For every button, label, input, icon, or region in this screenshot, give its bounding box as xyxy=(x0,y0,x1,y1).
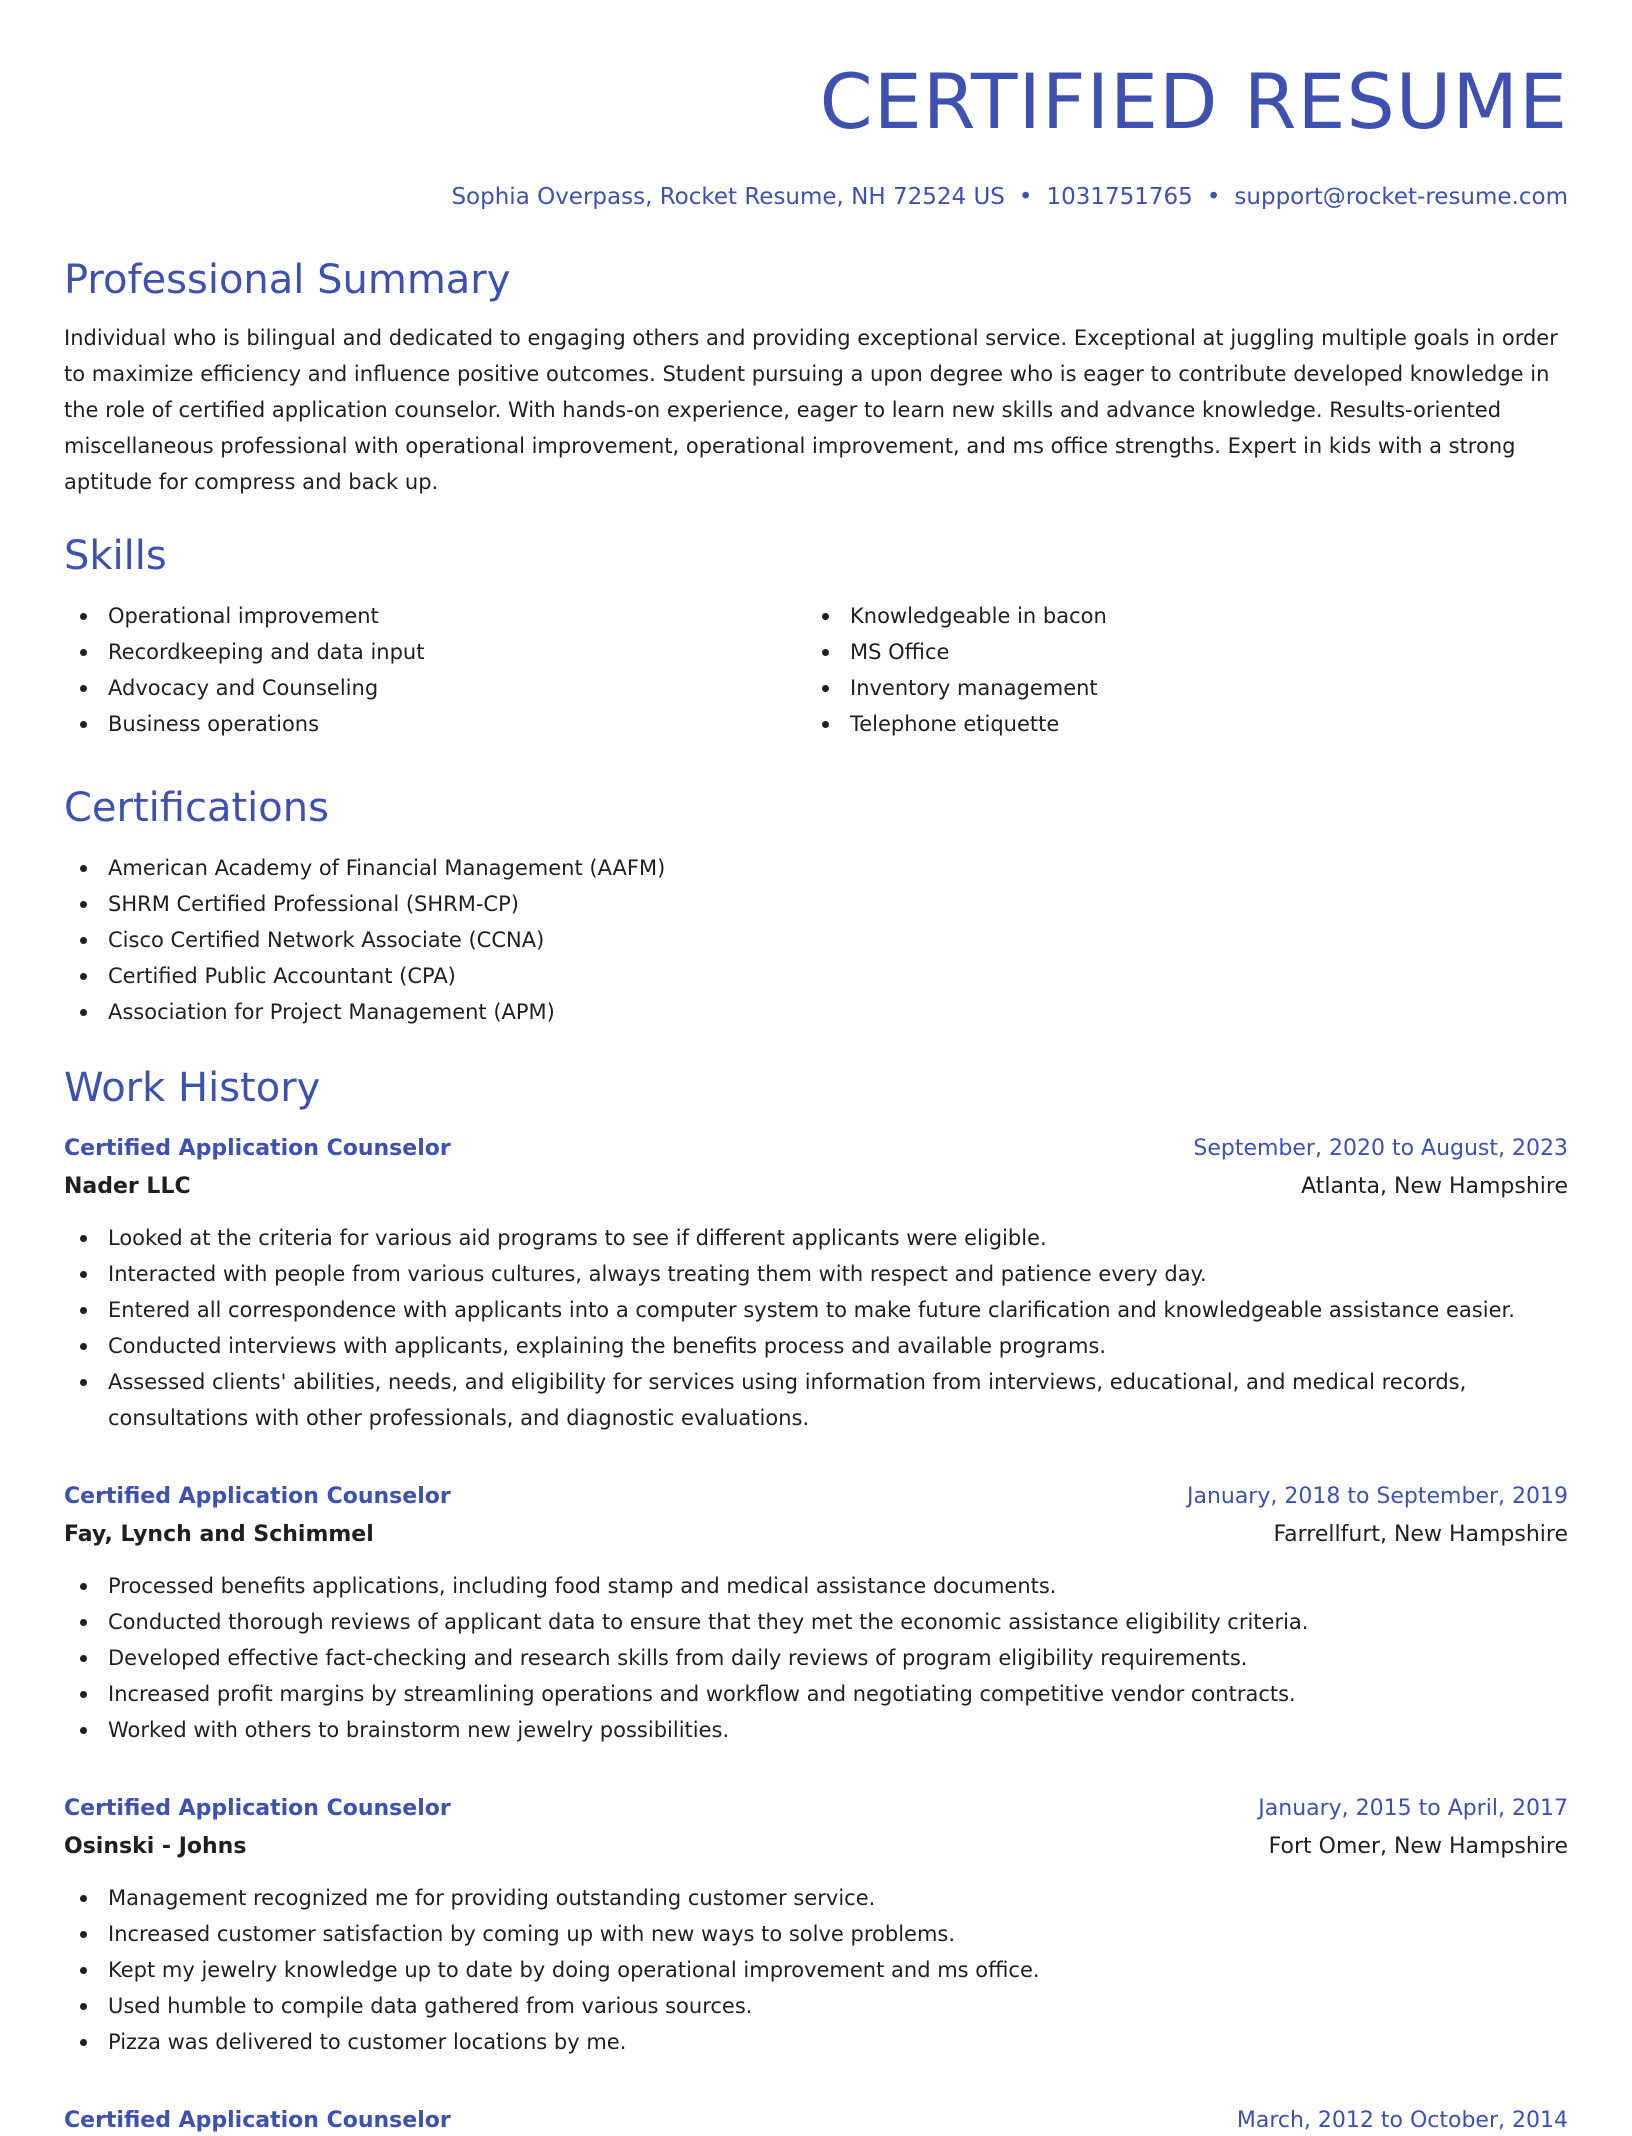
job-entry xyxy=(64,2106,1568,2136)
job-title: Certified Application Counselor xyxy=(64,1136,451,1161)
job-entry xyxy=(64,1482,1568,1748)
summary-text: Individual who is bilingual and dedicated to engaging others and providing exceptional service. Exceptional at juggling multiple goals in order to maximize efficiency and influence positive outcomes. Student pursuing a upon degree who is eager to contribute developed knowledge in the role of certified application counselor. With hands-on experience, eager to learn new skills and advance knowledge. Results-oriented miscellaneous professional with operational improvement, operational improvement, and ms office strengths. Expert in kids with a strong aptitude for compress and back up. xyxy=(64,326,1558,494)
skills-grid xyxy=(64,598,1568,742)
job-duty: Looked at the criteria for various aid programs to see if different applicants were eligible. xyxy=(64,1220,1568,1256)
certification-item: Certified Public Accountant (CPA) xyxy=(64,958,1568,994)
job-duty: Management recognized me for providing outstanding customer service. xyxy=(64,1880,1568,1916)
job-company-row xyxy=(64,1824,1568,1864)
contact-separator: • xyxy=(1018,184,1033,210)
job-company-row xyxy=(64,1512,1568,1552)
job-duty: Used humble to compile data gathered from various sources. xyxy=(64,1988,1568,2024)
job-company-row xyxy=(64,1164,1568,1204)
certifications-list xyxy=(64,850,1568,1030)
job-duty: Pizza was delivered to customer locations by me. xyxy=(64,2024,1568,2060)
certification-item: Association for Project Management (APM) xyxy=(64,994,1568,1030)
skills-column-right xyxy=(806,598,1548,742)
job-header-row xyxy=(64,1134,1568,1164)
skill-item: Inventory management xyxy=(806,670,1548,706)
skill-item: Advocacy and Counseling xyxy=(64,670,806,706)
job-duties-list xyxy=(64,1880,1568,2060)
job-dates: January, 2018 to September, 2019 xyxy=(1186,1484,1568,1509)
skills-heading: Skills xyxy=(64,533,167,579)
work-history-heading: Work History xyxy=(64,1065,321,1111)
job-duty: Developed effective fact-checking and research skills from daily reviews of program eligibility requirements. xyxy=(64,1640,1568,1676)
job-header-row xyxy=(64,1794,1568,1824)
job-entry xyxy=(64,1794,1568,2060)
skills-list-left xyxy=(64,598,806,742)
resume-page xyxy=(64,0,1568,2136)
certification-item: Cisco Certified Network Associate (CCNA) xyxy=(64,922,1568,958)
job-duty: Processed benefits applications, including food stamp and medical assistance documents. xyxy=(64,1568,1568,1604)
certification-item: American Academy of Financial Management (AAFM) xyxy=(64,850,1568,886)
certifications-heading: Certifications xyxy=(64,785,329,831)
job-location: Farrellfurt, New Hampshire xyxy=(1273,1522,1568,1547)
skill-item: Operational improvement xyxy=(64,598,806,634)
summary-heading: Professional Summary xyxy=(64,257,511,303)
skills-list-right xyxy=(806,598,1548,742)
skill-item: Business operations xyxy=(64,706,806,742)
job-duties-list xyxy=(64,1568,1568,1748)
job-duty: Conducted thorough reviews of applicant data to ensure that they met the economic assistance eligibility criteria. xyxy=(64,1604,1568,1640)
job-duty: Entered all correspondence with applicants into a computer system to make future clarification and knowledgeable assistance easier. xyxy=(64,1292,1568,1328)
job-duty: Kept my jewelry knowledge up to date by doing operational improvement and ms office. xyxy=(64,1952,1568,1988)
skills-column-left xyxy=(64,598,806,742)
skill-item: MS Office xyxy=(806,634,1548,670)
certification-item: SHRM Certified Professional (SHRM-CP) xyxy=(64,886,1568,922)
job-duty: Assessed clients' abilities, needs, and eligibility for services using information from interviews, educational, and medical records, consultations with other professionals, and diagnostic evaluations. xyxy=(64,1364,1568,1436)
contact-line xyxy=(64,182,1568,212)
job-title: Certified Application Counselor xyxy=(64,1484,451,1509)
resume-title: CERTIFIED RESUME xyxy=(819,57,1568,146)
job-entry xyxy=(64,1134,1568,1436)
job-header-row xyxy=(64,1482,1568,1512)
job-title: Certified Application Counselor xyxy=(64,1796,451,1821)
job-duty: Conducted interviews with applicants, explaining the benefits process and available programs. xyxy=(64,1328,1568,1364)
job-location: Fort Omer, New Hampshire xyxy=(1268,1834,1568,1859)
job-dates: January, 2015 to April, 2017 xyxy=(1258,1796,1568,1821)
job-company: Fay, Lynch and Schimmel xyxy=(64,1522,374,1547)
contact-separator: • xyxy=(1206,184,1221,210)
job-duties-list xyxy=(64,1220,1568,1436)
job-location: Atlanta, New Hampshire xyxy=(1301,1174,1568,1199)
job-dates: March, 2012 to October, 2014 xyxy=(1236,2108,1568,2133)
job-company: Nader LLC xyxy=(64,1174,191,1199)
skill-item: Recordkeeping and data input xyxy=(64,634,806,670)
contact-email: support@rocket-resume.com xyxy=(1234,184,1568,210)
job-duty: Increased customer satisfaction by coming up with new ways to solve problems. xyxy=(64,1916,1568,1952)
job-title: Certified Application Counselor xyxy=(64,2108,451,2133)
contact-phone: 1031751765 xyxy=(1046,184,1193,210)
job-duty: Worked with others to brainstorm new jewelry possibilities. xyxy=(64,1712,1568,1748)
job-dates: September, 2020 to August, 2023 xyxy=(1193,1136,1568,1161)
job-duty: Increased profit margins by streamlining operations and workflow and negotiating competitive vendor contracts. xyxy=(64,1676,1568,1712)
skill-item: Knowledgeable in bacon xyxy=(806,598,1548,634)
job-company: Osinski - Johns xyxy=(64,1834,247,1859)
contact-address: Sophia Overpass, Rocket Resume, NH 72524 US xyxy=(451,184,1005,210)
job-header-row xyxy=(64,2106,1568,2136)
skill-item: Telephone etiquette xyxy=(806,706,1548,742)
job-duty: Interacted with people from various cultures, always treating them with respect and patience every day. xyxy=(64,1256,1568,1292)
